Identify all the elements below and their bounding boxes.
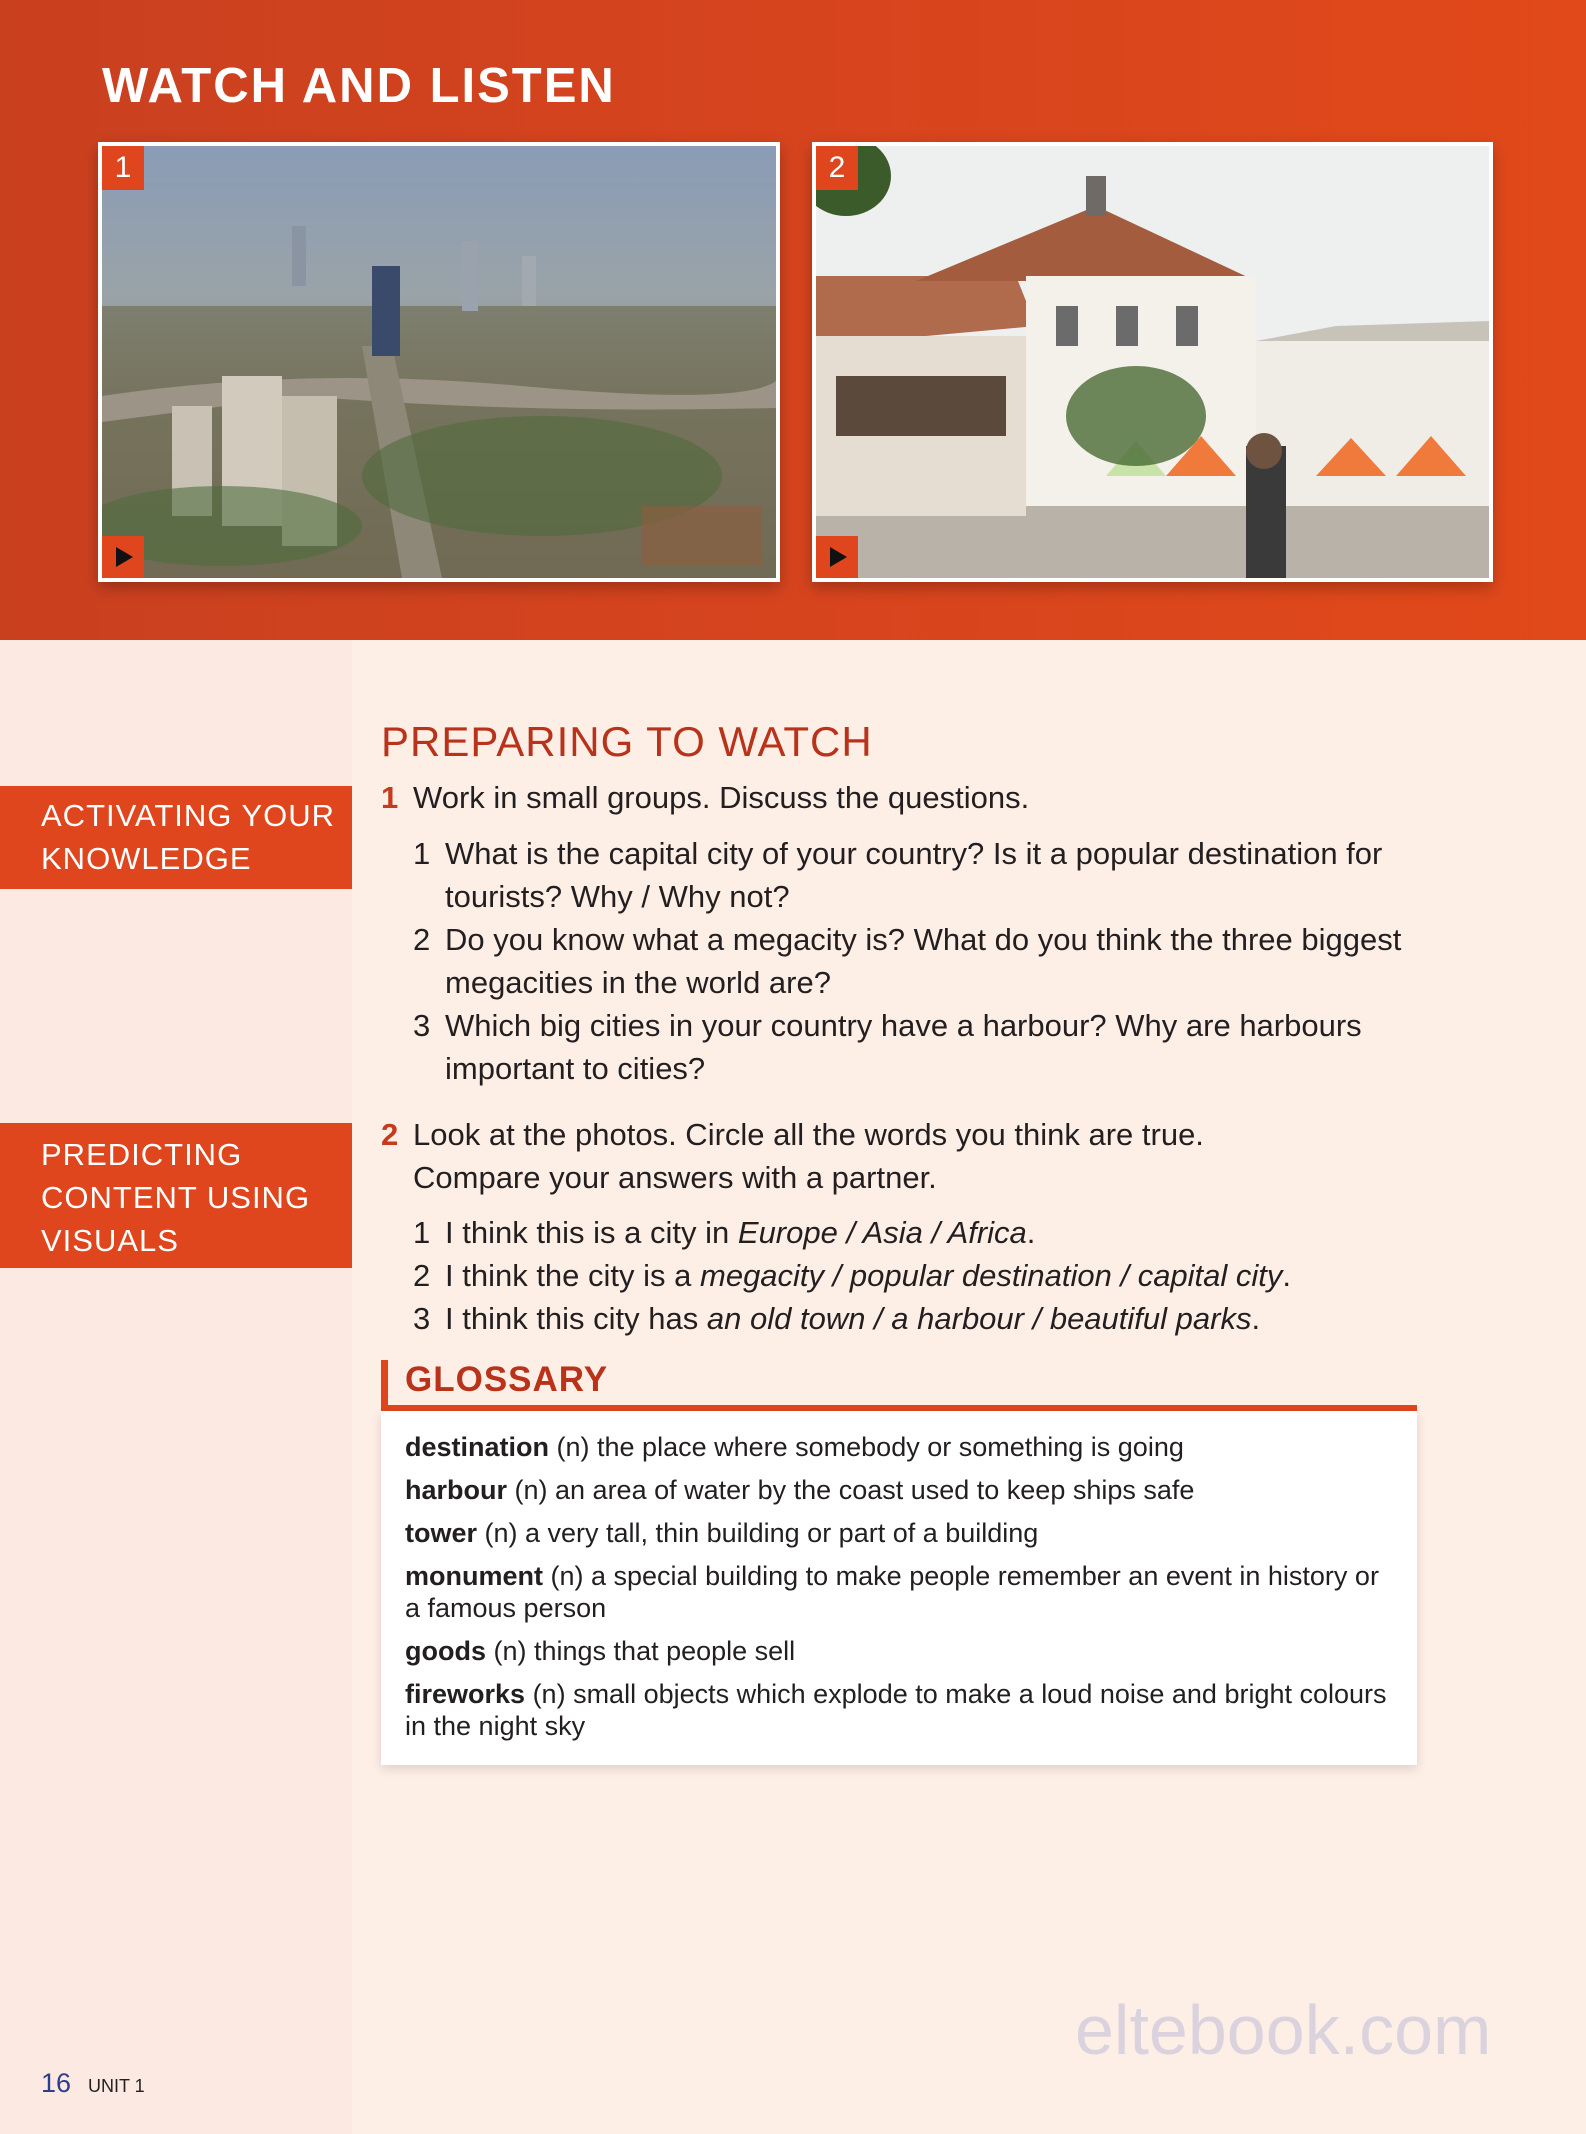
list-item: [413, 1211, 1433, 1254]
task-number: 1: [381, 780, 399, 815]
item-text: [445, 1297, 1433, 1340]
task-1-instruction: [381, 776, 1029, 819]
item-number: 1: [413, 1215, 431, 1250]
item-text: [445, 1254, 1433, 1297]
glossary-entry: [405, 1474, 1393, 1506]
photo-number-2: 2: [816, 146, 858, 190]
skill-label-activating: ACTIVATING YOUR KNOWLEDGE: [0, 786, 352, 889]
circle-options[interactable]: an old town / a harbour / beautiful parks: [706, 1301, 1252, 1336]
item-lead: I think the city is a: [445, 1258, 700, 1293]
glossary-definition: (n) an area of water by the coast used to keep ships safe: [507, 1475, 1195, 1505]
glossary-definition: (n) the place where somebody or something is going: [549, 1432, 1184, 1462]
list-item: [413, 1004, 1433, 1090]
item-lead: I think this is a city in: [445, 1215, 738, 1250]
old-town-photo: [816, 146, 1489, 578]
task-number: 2: [381, 1117, 399, 1152]
page-number: 16: [41, 2068, 72, 2098]
glossary-entry: [405, 1560, 1393, 1624]
task-1-questions: [413, 832, 1433, 1090]
header-banner: [0, 0, 1586, 640]
glossary-definition: (n) things that people sell: [486, 1636, 796, 1666]
glossary-entry: [405, 1431, 1393, 1463]
item-text: [445, 1211, 1433, 1254]
glossary-definition: (n) small objects which explode to make a loud noise and bright colours in the night sky: [405, 1679, 1387, 1741]
page-title: WATCH AND LISTEN: [102, 59, 616, 113]
glossary-title: GLOSSARY: [381, 1360, 608, 1408]
item-text: What is the capital city of your country? Is it a popular destination for tourists? Why / Why not?: [445, 836, 1383, 914]
play-icon[interactable]: [816, 536, 858, 578]
item-end: .: [1282, 1258, 1292, 1293]
task-2-instruction: [381, 1113, 1204, 1199]
section-title: PREPARING TO WATCH: [381, 718, 873, 765]
item-number: 3: [413, 1301, 431, 1336]
glossary-definition: (n) a very tall, thin building or part of a building: [477, 1518, 1039, 1548]
glossary-word: fireworks: [405, 1679, 526, 1709]
item-end: .: [1026, 1215, 1036, 1250]
glossary-entry: [405, 1635, 1393, 1667]
task-2-items: [413, 1211, 1433, 1340]
video-thumbnail-1[interactable]: [98, 142, 780, 582]
photo-number-1: 1: [102, 146, 144, 190]
glossary-word: harbour: [405, 1475, 508, 1505]
play-icon[interactable]: [102, 536, 144, 578]
glossary-word: goods: [405, 1636, 486, 1666]
glossary-word: tower: [405, 1518, 478, 1548]
unit-label: UNIT 1: [88, 2076, 145, 2096]
item-lead: I think this city has: [445, 1301, 707, 1336]
video-thumbnail-2[interactable]: [812, 142, 1493, 582]
glossary-word: destination: [405, 1432, 550, 1462]
task-text: [413, 1113, 1204, 1199]
skill-label-predicting: PREDICTING CONTENT USING VISUALS: [0, 1123, 352, 1268]
item-number: 1: [413, 836, 431, 871]
list-item: [413, 918, 1433, 1004]
item-end: .: [1251, 1301, 1261, 1336]
item-text: Which big cities in your country have a harbour? Why are harbours important to cities?: [445, 1008, 1362, 1086]
watermark: eltebook.com: [1075, 1991, 1492, 2069]
circle-options[interactable]: megacity / popular destination / capital city: [700, 1258, 1283, 1293]
item-number: 2: [413, 1258, 431, 1293]
item-number: 3: [413, 1008, 431, 1043]
item-text: Do you know what a megacity is? What do you think the three biggest megacities in the world are?: [445, 922, 1402, 1000]
list-item: [413, 832, 1433, 918]
aerial-city-photo: [102, 146, 776, 578]
glossary-word: monument: [405, 1561, 543, 1591]
glossary-box: [381, 1411, 1417, 1765]
glossary-entry: [405, 1678, 1393, 1742]
list-item: [413, 1297, 1433, 1340]
task-text-line: Look at the photos. Circle all the words you think are true.: [413, 1117, 1204, 1152]
glossary-definition: (n) a special building to make people remember an event in history or a famous person: [405, 1561, 1379, 1623]
task-text: Work in small groups. Discuss the questions.: [413, 780, 1030, 815]
task-text-line: Compare your answers with a partner.: [413, 1160, 937, 1195]
circle-options[interactable]: Europe / Asia / Africa: [737, 1215, 1027, 1250]
item-number: 2: [413, 922, 431, 957]
glossary-entry: [405, 1517, 1393, 1549]
list-item: [413, 1254, 1433, 1297]
